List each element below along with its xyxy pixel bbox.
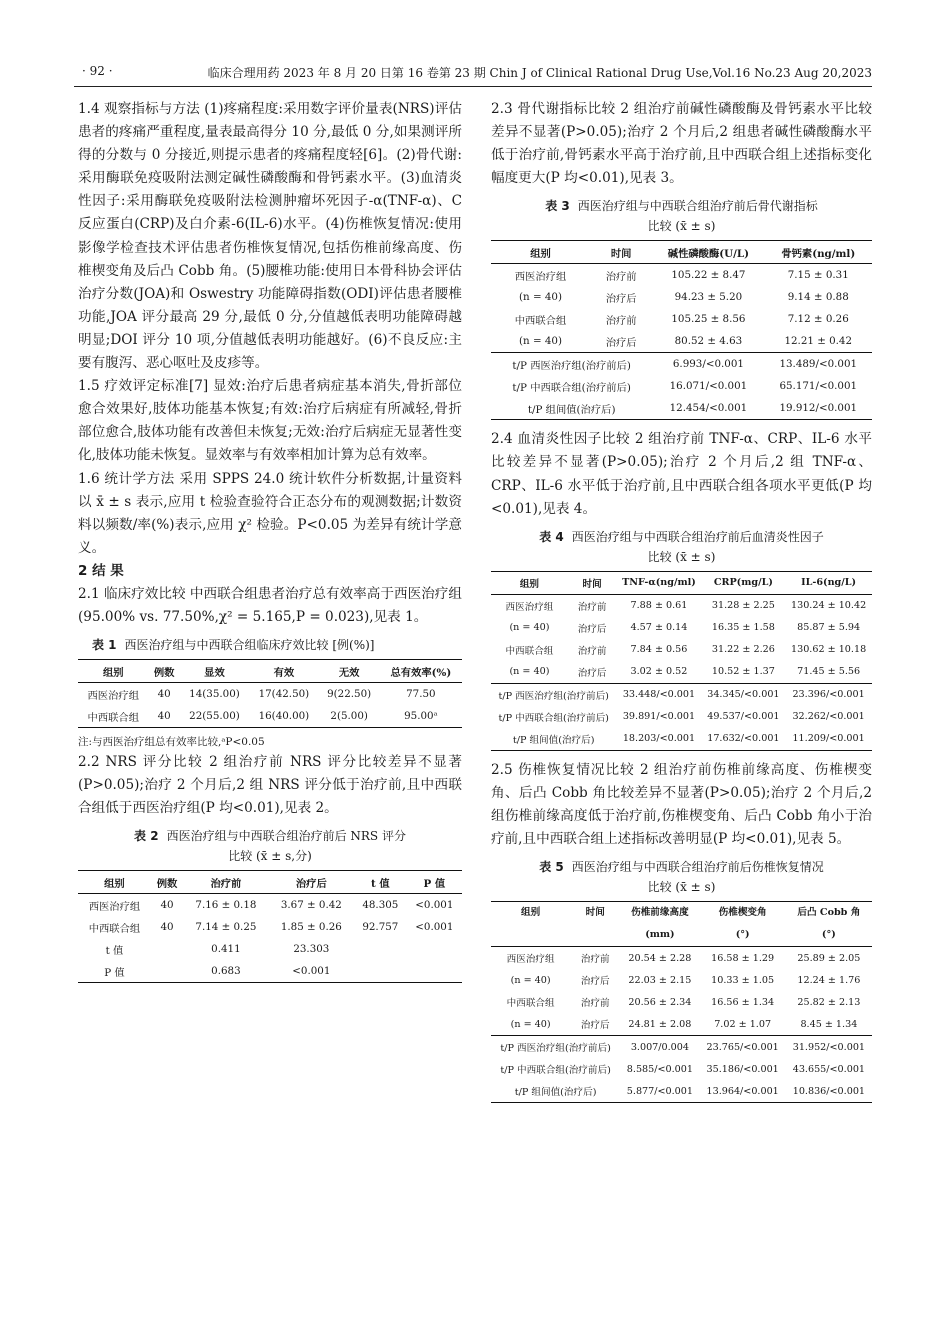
- table-cell: t 值: [105, 944, 124, 957]
- table-4-header-row: [491, 571, 872, 594]
- table-cell: 35.186/<0.001: [706, 1063, 779, 1075]
- table-header-cell: 例数: [149, 660, 180, 683]
- table-cell: 西医治疗组: [506, 954, 555, 966]
- table-header-cell: IL-6(ng/L): [785, 571, 872, 594]
- table-header-cell: TNF-α(ng/ml): [616, 571, 701, 594]
- table-cell: t/P 中西联合组(治疗前后): [500, 1065, 611, 1077]
- table-cell: 23.765/<0.001: [700, 1036, 786, 1059]
- table-header-cell: 组别: [491, 241, 590, 264]
- table-cell: 治疗后: [605, 292, 637, 305]
- table-5-subtitle: 比较 (x̄ ± s): [647, 880, 716, 895]
- table-cell: 33.448/<0.001: [616, 683, 701, 706]
- table-cell: 31.952/<0.001: [786, 1036, 872, 1059]
- journal-title: 临床合理用药 2023 年 8 月 20 日第 16 卷第 23 期 Chin J of Clinical Rational Drug Use,Vol.16 No.23 Aug 20,2023: [207, 66, 872, 80]
- table-cell: 80.52 ± 4.63: [674, 335, 743, 348]
- table-cell: <0.001: [269, 960, 354, 983]
- table-header-cell: 时间: [590, 241, 652, 264]
- left-column: [78, 98, 462, 983]
- table-cell: 20.54 ± 2.28: [628, 952, 692, 964]
- table-header-cell: P 值: [407, 871, 462, 894]
- table-cell: 40: [157, 688, 171, 701]
- table-stat-row: [491, 1036, 872, 1059]
- table-header-cell: [570, 924, 620, 947]
- table-cell: 中西联合组: [78, 705, 149, 728]
- table-cell: 西医治疗组: [514, 270, 567, 283]
- table-cell: 2(5.00): [319, 705, 380, 728]
- table-cell: 31.28 ± 2.25: [711, 600, 775, 612]
- table-cell: 18.203/<0.001: [616, 728, 701, 751]
- table-cell: [151, 960, 183, 983]
- table-cell: 7.15 ± 0.31: [787, 269, 849, 282]
- table-cell: 治疗前: [577, 645, 607, 657]
- table-cell: 6.993/<0.001: [652, 353, 764, 376]
- table-1: [78, 659, 462, 728]
- table-header-cell: 总有效率(%): [380, 660, 462, 683]
- table-header-cell: 组别: [491, 902, 570, 925]
- section-2-2: 2.2 NRS 评分比较 2 组治疗前 NRS 评分比较差异不显著(P>0.05);治疗 2 个月后,2 组 NRS 评分低于治疗前,且中西联合组低于西医治疗组(P 均<0.01),见表 2。: [78, 754, 462, 817]
- table-row: [491, 286, 872, 308]
- table-cell: [354, 938, 407, 960]
- section-1-4: 1.4 观察指标与方法 (1)疼痛程度:采用数字评价量表(NRS)评估患者的疼痛严重程度,量表最高得分 10 分,最低 0 分,如果测评所得的分数与 0 分接近,则提示患者的疼痛程度轻[6]。(2)骨代谢:采用酶联免疫吸附法测定碱性磷酸酶和骨钙素水平。(3)血清炎性因子:采用酶联免疫吸附法检测肿瘤坏死因子-α(TNF-α)、C 反应蛋白(CRP)及白介素-6(IL-6)水平。(4)伤椎恢复情况:使用影像学检查技术评估患者伤椎恢复情况,包括伤椎前缘高度、伤椎楔变角及后凸 Cobb 角。(5)腰椎功能:使用日本骨科协会评估治疗分数(JOA)和 Oswestry 功能障碍指数(ODI)评估患者腰椎功能,JOA 评分最高 29 分,最低 0 分,分值越低表明功能障碍越明显;DOI 评分 10 项,分值越低表明功能越好。(6)不良反应:主要有腹泻、恶心呕吐及皮疹等。: [78, 101, 462, 372]
- table-header-cell: (°): [786, 924, 872, 947]
- table-cell: 20.56 ± 2.34: [628, 996, 692, 1008]
- table-4-title: 西医治疗组与中西联合组治疗前后血清炎性因子: [571, 529, 824, 544]
- table-4-subtitle: 比较 (x̄ ± s): [647, 549, 716, 564]
- table-3: [491, 240, 872, 420]
- table-cell: (n = 40): [519, 291, 562, 304]
- table-3-header-row: [491, 241, 872, 264]
- table-cell: 43.655/<0.001: [792, 1063, 866, 1075]
- table-cell: 48.305: [362, 899, 399, 912]
- table-5-title: 西医治疗组与中西联合组治疗前后伤椎恢复情况: [571, 860, 824, 875]
- table-cell: 16.58 ± 1.29: [711, 952, 775, 964]
- table-cell: 92.757: [362, 921, 399, 934]
- table-1-label: 表 1: [92, 638, 117, 653]
- table-row: [78, 960, 462, 983]
- table-cell: 77.50: [406, 688, 436, 701]
- table-cell: 94.23 ± 5.20: [674, 291, 743, 304]
- table-cell: 12.21 ± 0.42: [784, 335, 853, 348]
- table-cell: 19.912/<0.001: [765, 397, 872, 420]
- table-row: [491, 1013, 872, 1036]
- table-cell: t/P 西医治疗组(治疗前后): [491, 683, 616, 706]
- table-5-label: 表 5: [539, 860, 564, 875]
- table-cell: t/P 中西联合组(治疗前后): [498, 712, 609, 724]
- table-cell: 0.411: [211, 943, 241, 956]
- table-cell: 40: [160, 921, 174, 934]
- table-cell: 17(42.50): [258, 688, 310, 701]
- table-cell: 3.67 ± 0.42: [280, 899, 342, 912]
- table-cell: 治疗前: [577, 601, 607, 613]
- table-cell: 3.02 ± 0.52: [630, 666, 688, 678]
- table-cell: 7.16 ± 0.18: [195, 899, 257, 912]
- table-cell: t/P 西医治疗组(治疗前后): [491, 353, 652, 376]
- table-3-subtitle: 比较 (x̄ ± s): [647, 219, 716, 234]
- table-cell: 11.209/<0.001: [785, 728, 872, 751]
- table-cell: 治疗后: [577, 667, 607, 679]
- table-cell: (n = 40): [509, 666, 550, 678]
- table-cell: 8.585/<0.001: [626, 1063, 693, 1075]
- table-row: [491, 308, 872, 330]
- table-header-cell: 伤椎楔变角: [700, 902, 786, 925]
- table-cell: 1.85 ± 0.26: [280, 921, 342, 934]
- table-cell: 23.396/<0.001: [785, 683, 872, 706]
- section-2-1: 2.1 临床疗效比较 中西联合组患者治疗总有效率高于西医治疗组(95.00% vs. 77.50%,χ² = 5.165,P = 0.023),见表 1。: [78, 585, 462, 625]
- table-4-caption: [491, 527, 872, 567]
- table-header-cell: 无效: [319, 660, 380, 683]
- table-stat-row: [491, 1080, 872, 1103]
- table-cell: (n = 40): [510, 974, 551, 986]
- table-5: [491, 901, 872, 1103]
- table-cell: P 值: [78, 960, 151, 983]
- table-cell: 16.35 ± 1.58: [711, 622, 775, 634]
- table-cell: 65.171/<0.001: [779, 380, 858, 393]
- table-cell: 23.303: [293, 943, 330, 956]
- table-cell: 71.45 ± 5.56: [797, 666, 861, 678]
- table-cell: 10.33 ± 1.05: [711, 974, 775, 986]
- table-cell: (n = 40): [510, 1018, 551, 1030]
- table-1-header-row: [78, 660, 462, 683]
- table-cell: 0.683: [183, 960, 268, 983]
- table-stat-row: [491, 728, 872, 751]
- table-cell: <0.001: [415, 899, 454, 912]
- table-stat-row: [491, 1058, 872, 1080]
- table-cell: t/P 组间值(治疗后): [491, 397, 652, 420]
- table-cell: 中西联合组: [88, 922, 141, 935]
- table-cell: 17.632/<0.001: [702, 728, 786, 751]
- table-header-cell: t 值: [354, 871, 407, 894]
- table-cell: 40: [160, 899, 174, 912]
- table-2-header-row: [78, 871, 462, 894]
- table-cell: 32.262/<0.001: [792, 711, 865, 723]
- section-1-6: 1.6 统计学方法 采用 SPPS 24.0 统计软件分析数据,计量资料以 x̄ ± s 表示,应用 t 检验查验符合正态分布的观测数据;计数资料以频数/率(%)表示,应用 χ² 检验。P<0.05 为差异有统计学意义。: [78, 470, 462, 556]
- table-3-label: 表 3: [545, 199, 570, 214]
- table-cell: <0.001: [415, 921, 454, 934]
- table-cell: 4.57 ± 0.14: [630, 622, 688, 634]
- table-cell: 8.45 ± 1.34: [800, 1018, 858, 1030]
- table-cell: 9(22.50): [327, 688, 372, 701]
- table-header-cell: 治疗后: [269, 871, 354, 894]
- table-cell: 7.02 ± 1.07: [714, 1018, 772, 1030]
- table-header-cell: 组别: [491, 571, 568, 594]
- table-row: [491, 661, 872, 684]
- right-column: [491, 98, 872, 1103]
- table-cell: 中西联合组: [506, 998, 555, 1010]
- table-row: [78, 683, 462, 706]
- table-row: [78, 938, 462, 960]
- table-header-cell: 治疗前: [183, 871, 268, 894]
- table-2-caption: [78, 826, 462, 866]
- table-cell: 10.836/<0.001: [786, 1080, 872, 1103]
- table-header-cell: CRP(mg/L): [702, 571, 786, 594]
- table-row: [491, 639, 872, 661]
- table-cell: t/P 西医治疗组(治疗前后): [491, 1036, 620, 1059]
- page-header: [74, 62, 872, 87]
- table-2-label: 表 2: [134, 829, 159, 844]
- table-cell: [151, 938, 183, 960]
- table-5-header-row: [491, 902, 872, 925]
- table-stat-row: [491, 706, 872, 728]
- table-cell: 95.00ᵃ: [380, 705, 462, 728]
- table-5-units-row: [491, 924, 872, 947]
- table-cell: 治疗前: [605, 314, 637, 327]
- table-cell: 14(35.00): [189, 688, 240, 701]
- table-cell: 西医治疗组: [87, 689, 139, 702]
- table-header-cell: (°): [700, 924, 786, 947]
- table-row: [491, 594, 872, 617]
- table-row: [491, 264, 872, 287]
- section-2-4: 2.4 血清炎性因子比较 2 组治疗前 TNF-α、CRP、IL-6 水平比较差异不显著(P>0.05);治疗 2 个月后,2 组 TNF-α、CRP、IL-6 水平低于治疗前,且中西联合组各项水平更低(P 均<0.01),见表 4。: [491, 431, 872, 517]
- table-cell: 22(55.00): [180, 705, 249, 728]
- table-row: [491, 991, 872, 1013]
- table-cell: 7.12 ± 0.26: [787, 313, 849, 326]
- table-header-cell: 显效: [180, 660, 249, 683]
- table-stat-row: [491, 353, 872, 376]
- table-header-cell: 例数: [151, 871, 183, 894]
- table-cell: 13.489/<0.001: [765, 353, 872, 376]
- table-cell: 49.537/<0.001: [707, 711, 780, 723]
- table-3-title: 西医治疗组与中西联合组治疗前后骨代谢指标: [577, 199, 818, 214]
- table-1-caption: [92, 635, 462, 655]
- table-cell: 西医治疗组: [505, 601, 554, 613]
- section-2-5: 2.5 伤椎恢复情况比较 2 组治疗前伤椎前缘高度、伤椎楔变角、后凸 Cobb 角比较差异不显著(P>0.05);治疗 2 个月后,2 组伤椎前缘高度低于治疗前,伤椎楔变角、后凸 Cobb 角小于治疗前,且中西联合组上述指标改善明显(P 均<0.01),见表 5。: [491, 761, 872, 848]
- table-header-cell: 骨钙素(ng/ml): [765, 241, 872, 264]
- table-stat-row: [491, 375, 872, 397]
- table-cell: 24.81 ± 2.08: [628, 1018, 692, 1030]
- table-cell: 39.891/<0.001: [622, 711, 696, 723]
- section-2-3: 2.3 骨代谢指标比较 2 组治疗前碱性磷酸酶及骨钙素水平比较差异不显著(P>0.05);治疗 2 个月后,2 组患者碱性磷酸酶水平低于治疗前,骨钙素水平高于治疗前,且中西联合组上述指标变化幅度更大(P 均<0.01),见表 3。: [491, 101, 872, 187]
- table-cell: 40: [149, 705, 180, 728]
- table-cell: 5.877/<0.001: [620, 1080, 699, 1103]
- table-header-cell: (mm): [620, 924, 699, 947]
- table-cell: 治疗前: [580, 954, 610, 966]
- table-cell: 16(40.00): [249, 705, 318, 728]
- table-cell: 治疗后: [580, 976, 610, 988]
- table-header-cell: 组别: [78, 660, 149, 683]
- table-cell: [407, 960, 462, 983]
- table-header-cell: 时间: [570, 902, 620, 925]
- table-2-title: 西医治疗组与中西联合组治疗前后 NRS 评分: [166, 829, 406, 844]
- table-cell: 治疗后: [577, 623, 607, 635]
- table-5-caption: [491, 857, 872, 897]
- table-cell: (n = 40): [519, 335, 562, 348]
- table-cell: 105.22 ± 8.47: [671, 269, 746, 282]
- table-cell: 25.82 ± 2.13: [797, 996, 861, 1008]
- table-cell: [407, 938, 462, 960]
- table-cell: 治疗前: [580, 998, 610, 1010]
- table-cell: 22.03 ± 2.15: [628, 974, 692, 986]
- table-cell: 130.24 ± 10.42: [791, 600, 867, 612]
- table-1-note: 注:与西医治疗组总有效率比较,ᵃP<0.05: [78, 736, 265, 749]
- table-1-title: 西医治疗组与中西联合组临床疗效比较 [例(%)]: [124, 638, 375, 653]
- table-header-cell: 时间: [568, 571, 617, 594]
- table-cell: 3.007/0.004: [620, 1036, 699, 1059]
- table-header-cell: [491, 924, 570, 947]
- table-cell: 7.88 ± 0.61: [630, 600, 688, 612]
- table-row: [491, 969, 872, 991]
- table-cell: 10.52 ± 1.37: [711, 666, 775, 678]
- table-cell: 中西联合组: [505, 645, 554, 657]
- table-cell: 治疗前: [605, 270, 637, 283]
- table-cell: t/P 中西联合组(治疗前后): [512, 381, 631, 394]
- table-2-subtitle: 比较 (x̄ ± s,分): [228, 849, 312, 864]
- table-cell: [354, 960, 407, 983]
- table-cell: 7.84 ± 0.56: [630, 644, 688, 656]
- table-cell: 130.62 ± 10.18: [791, 644, 867, 656]
- table-cell: 12.24 ± 1.76: [797, 974, 861, 986]
- table-cell: 9.14 ± 0.88: [787, 291, 849, 304]
- results-heading: 2 结 果: [78, 562, 124, 579]
- table-cell: t/P 组间值(治疗后): [491, 728, 616, 751]
- table-row: [78, 894, 462, 917]
- section-1-5: 1.5 疗效评定标准[7] 显效:治疗后患者病症基本消失,骨折部位愈合效果好,肢体功能基本恢复;有效:治疗后病症有所减轻,骨折部位愈合,肢体功能有改善但未恢复;无效:治疗后病症无显著性变化,肢体功能未恢复。显效率与有效率相加计算为总有效率。: [78, 378, 462, 464]
- table-row: [491, 947, 872, 970]
- table-cell: 13.964/<0.001: [700, 1080, 786, 1103]
- table-cell: 16.56 ± 1.34: [711, 996, 775, 1008]
- table-cell: 12.454/<0.001: [652, 397, 764, 420]
- table-stat-row: [491, 683, 872, 706]
- table-row: [491, 330, 872, 353]
- table-stat-row: [491, 397, 872, 420]
- table-cell: 31.22 ± 2.26: [711, 644, 775, 656]
- table-cell: 西医治疗组: [88, 900, 141, 913]
- table-4-label: 表 4: [539, 529, 564, 544]
- table-3-caption: [491, 196, 872, 236]
- table-cell: 治疗后: [580, 1020, 610, 1032]
- table-header-cell: 后凸 Cobb 角: [786, 902, 872, 925]
- table-row: [78, 916, 462, 938]
- table-cell: 治疗后: [605, 336, 637, 349]
- table-row: [491, 617, 872, 639]
- table-cell: t/P 组间值(治疗后): [491, 1080, 620, 1103]
- table-cell: 105.25 ± 8.56: [671, 313, 746, 326]
- table-cell: 25.89 ± 2.05: [797, 952, 861, 964]
- table-header-cell: 碱性磷酸酶(U/L): [652, 241, 764, 264]
- table-4: [491, 571, 872, 751]
- table-cell: 16.071/<0.001: [669, 380, 748, 393]
- table-cell: 中西联合组: [514, 314, 567, 327]
- table-cell: 7.14 ± 0.25: [195, 921, 257, 934]
- table-row: [78, 705, 462, 728]
- table-2: [78, 870, 462, 983]
- table-header-cell: 组别: [78, 871, 151, 894]
- table-cell: 85.87 ± 5.94: [797, 622, 861, 634]
- table-cell: (n = 40): [509, 622, 550, 634]
- page-number: · 92 ·: [82, 64, 113, 78]
- table-header-cell: 有效: [249, 660, 318, 683]
- table-cell: 34.345/<0.001: [702, 683, 786, 706]
- table-header-cell: 伤椎前缘高度: [620, 902, 699, 925]
